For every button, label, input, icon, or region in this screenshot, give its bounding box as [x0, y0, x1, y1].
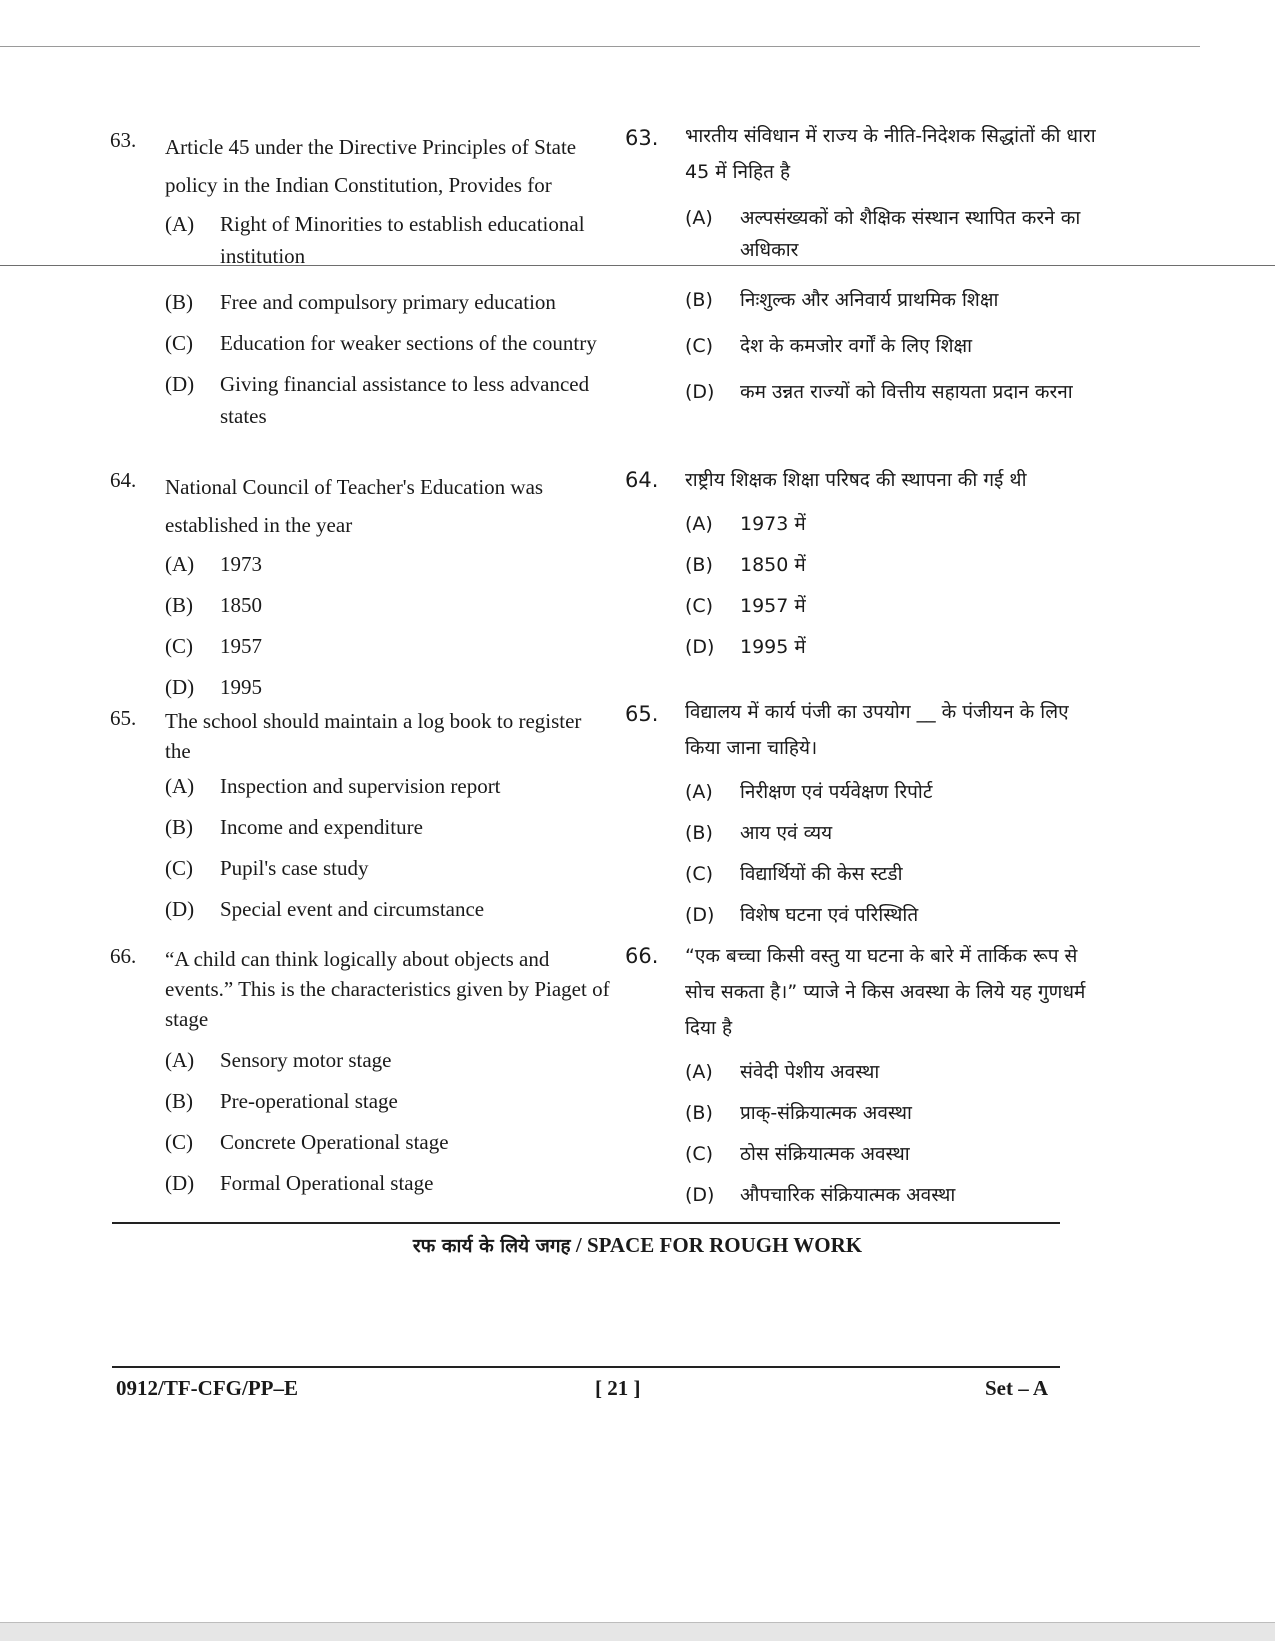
question-text: विद्यालय में कार्य पंजी का उपयोग __ के पंजीयन के लिए किया जाना चाहिये।	[685, 701, 1069, 759]
set-label: Set – A	[985, 1376, 1048, 1400]
option-key: (A)	[685, 1061, 713, 1083]
question-64-hi	[625, 462, 1105, 672]
question-text: The school should maintain a log book to register the	[165, 709, 582, 763]
option-d	[165, 671, 610, 703]
options-list	[685, 508, 1105, 663]
paper-code: 0912/TF-CFG/PP–E	[116, 1376, 298, 1400]
option-text: देश के कमजोर वर्गों के लिए शिक्षा	[740, 335, 973, 357]
rough-work-heading	[0, 1232, 1275, 1258]
rough-work-hindi: रफ कार्य के लिये जगह	[412, 1235, 571, 1257]
option-text: कम उन्नत राज्यों को वित्तीय सहायता प्रदान करना	[740, 381, 1073, 403]
page-number: [ 21 ]	[595, 1376, 641, 1400]
option-key: (C)	[165, 1130, 193, 1154]
option-c	[685, 590, 1105, 622]
option-d	[165, 893, 610, 925]
option-text: Special event and circumstance	[220, 897, 485, 921]
option-key: (A)	[165, 1048, 195, 1072]
option-d	[685, 899, 1105, 931]
option-text: निरीक्षण एवं पर्यवेक्षण रिपोर्ट	[740, 781, 933, 803]
question-number: 65.	[110, 706, 137, 730]
option-a	[685, 1056, 1105, 1088]
option-key: (C)	[165, 331, 193, 355]
option-a	[165, 208, 610, 272]
option-c	[685, 330, 1105, 362]
question-number: 63.	[110, 128, 137, 152]
options-list	[685, 202, 1105, 408]
options-list	[165, 548, 610, 703]
options-list	[685, 776, 1105, 931]
option-text: Pupil's case study	[220, 856, 369, 880]
question-number: 65.	[625, 702, 659, 726]
option-key: (D)	[165, 1171, 195, 1195]
option-d	[685, 376, 1105, 408]
option-c	[165, 327, 610, 359]
option-text: Formal Operational stage	[220, 1171, 434, 1195]
option-key: (A)	[165, 212, 195, 236]
footer-divider	[112, 1366, 1060, 1368]
question-66-hi	[625, 938, 1105, 1220]
option-key: (B)	[685, 554, 713, 576]
question-number: 66.	[110, 944, 137, 968]
option-text: प्राक्-संक्रियात्मक अवस्था	[740, 1102, 912, 1124]
option-text: विशेष घटना एवं परिस्थिति	[740, 904, 919, 926]
option-text: Right of Minorities to establish educational institution	[220, 212, 585, 268]
option-c	[685, 1138, 1105, 1170]
option-text: Education for weaker sections of the country	[220, 331, 597, 355]
option-key: (A)	[685, 781, 713, 803]
question-number: 63.	[625, 126, 659, 150]
option-text: विद्यार्थियों की केस स्टडी	[740, 863, 903, 885]
option-key: (D)	[685, 904, 715, 926]
option-b	[165, 589, 610, 621]
options-list	[165, 208, 610, 432]
option-b	[685, 1097, 1105, 1129]
question-66-en	[110, 944, 610, 1208]
option-text: संवेदी पेशीय अवस्था	[740, 1061, 880, 1083]
option-a	[165, 1044, 610, 1076]
option-b	[165, 1085, 610, 1117]
option-b	[685, 284, 1105, 316]
option-key: (D)	[685, 1184, 715, 1206]
option-key: (C)	[685, 335, 714, 357]
option-key: (D)	[685, 636, 715, 658]
question-number: 64.	[110, 468, 137, 492]
option-text: 1995 में	[740, 636, 806, 658]
option-key: (D)	[165, 372, 195, 396]
option-key: (B)	[685, 822, 713, 844]
option-key: (B)	[165, 1089, 193, 1113]
question-number: 64.	[625, 468, 659, 492]
option-key: (C)	[685, 595, 714, 617]
option-text: अल्पसंख्यकों को शैक्षिक संस्थान स्थापित करने का अधिकार	[740, 207, 1081, 261]
option-d	[165, 1167, 610, 1199]
option-text: निःशुल्क और अनिवार्य प्राथमिक शिक्षा	[740, 289, 999, 311]
option-key: (C)	[165, 634, 193, 658]
options-list	[165, 1044, 610, 1199]
option-text: 1850	[220, 593, 262, 617]
option-text: Pre-operational stage	[220, 1089, 398, 1113]
option-text: Income and expenditure	[220, 815, 423, 839]
question-63-hi	[625, 118, 1105, 417]
option-c	[165, 852, 610, 884]
scan-bottom-edge	[0, 1622, 1275, 1641]
option-text: 1995	[220, 675, 262, 699]
option-key: (B)	[165, 290, 193, 314]
option-d	[165, 368, 610, 432]
option-key: (A)	[685, 513, 713, 535]
question-64-en	[110, 468, 610, 712]
option-a	[685, 202, 1105, 266]
option-c	[685, 858, 1105, 890]
option-key: (A)	[165, 774, 195, 798]
option-key: (C)	[685, 1143, 714, 1165]
option-text: 1973 में	[740, 513, 806, 535]
option-text: Inspection and supervision report	[220, 774, 501, 798]
question-text: “एक बच्चा किसी वस्तु या घटना के बारे में तार्किक रूप से सोच सकता है।” प्याजे ने किस अवस्था के लिये यह गुणधर्म दिया है	[685, 945, 1086, 1039]
option-c	[165, 630, 610, 662]
option-a	[165, 770, 610, 802]
option-key: (B)	[165, 815, 193, 839]
option-key: (B)	[685, 1102, 713, 1124]
option-key: (B)	[165, 593, 193, 617]
question-text: राष्ट्रीय शिक्षक शिक्षा परिषद की स्थापना की गई थी	[685, 469, 1027, 491]
question-63-en	[110, 128, 610, 441]
option-key: (B)	[685, 289, 713, 311]
question-text: भारतीय संविधान में राज्य के नीति-निदेशक सिद्धांतों की धारा 45 में निहित है	[685, 125, 1096, 183]
option-d	[685, 1179, 1105, 1211]
scan-artifact-line	[0, 46, 1200, 47]
option-text: 1850 में	[740, 554, 806, 576]
option-key: (C)	[165, 856, 193, 880]
options-list	[685, 1056, 1105, 1211]
option-b	[165, 286, 610, 318]
question-65-en	[110, 706, 610, 934]
option-d	[685, 631, 1105, 663]
rough-work-english: SPACE FOR ROUGH WORK	[586, 1233, 863, 1257]
rough-work-divider	[112, 1222, 1060, 1224]
option-key: (D)	[165, 897, 195, 921]
option-b	[165, 811, 610, 843]
option-a	[685, 508, 1105, 540]
option-b	[685, 549, 1105, 581]
option-text: Sensory motor stage	[220, 1048, 392, 1072]
option-key: (A)	[165, 552, 195, 576]
option-a	[685, 776, 1105, 808]
rough-work-separator: /	[570, 1233, 587, 1257]
option-key: (A)	[685, 207, 713, 229]
question-text: National Council of Teacher's Education was established in the year	[165, 475, 544, 537]
option-text: Giving financial assistance to less advanced states	[220, 372, 590, 428]
option-c	[165, 1126, 610, 1158]
question-text: Article 45 under the Directive Principles of State policy in the Indian Constitution, Provides for	[165, 135, 577, 197]
question-text: “A child can think logically about objects and events.” This is the characteristics given by Piaget of stage	[165, 947, 610, 1031]
option-text: Concrete Operational stage	[220, 1130, 449, 1154]
option-key: (D)	[685, 381, 715, 403]
option-key: (C)	[685, 863, 714, 885]
option-text: 1957	[220, 634, 262, 658]
option-text: औपचारिक संक्रियात्मक अवस्था	[740, 1184, 956, 1206]
option-text: आय एवं व्यय	[740, 822, 833, 844]
option-a	[165, 548, 610, 580]
question-number: 66.	[625, 944, 659, 968]
question-65-hi	[625, 694, 1105, 940]
option-key: (D)	[165, 675, 195, 699]
option-text: 1973	[220, 552, 262, 576]
option-text: ठोस संक्रियात्मक अवस्था	[740, 1143, 910, 1165]
option-text: Free and compulsory primary education	[220, 290, 556, 314]
option-b	[685, 817, 1105, 849]
option-text: 1957 में	[740, 595, 806, 617]
options-list	[165, 770, 610, 925]
